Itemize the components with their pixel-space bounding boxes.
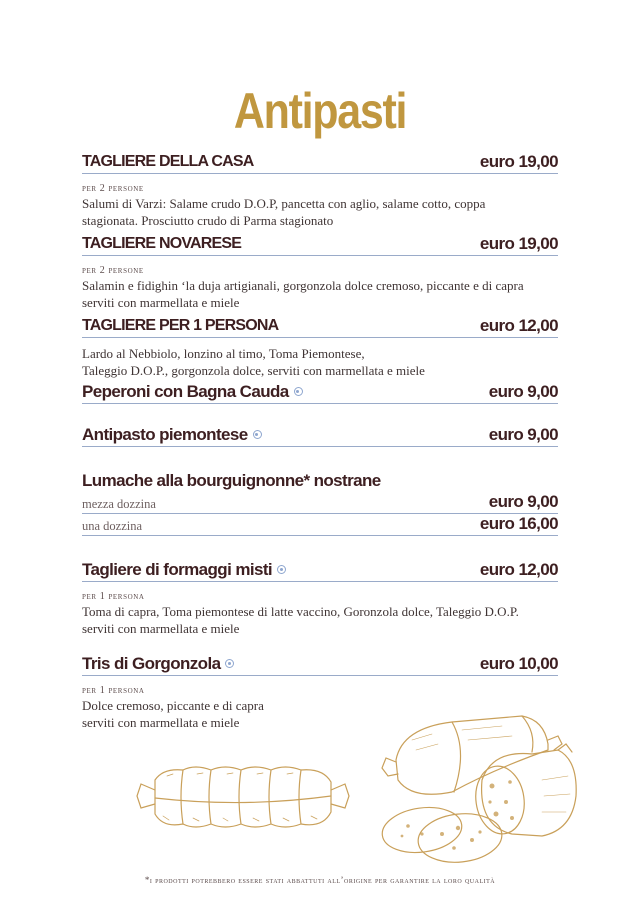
page-title: Antipasti — [233, 83, 407, 139]
item-header — [82, 234, 558, 256]
salami-illustration — [133, 760, 353, 835]
item-name: TAGLIERE PER 1 PERSONA — [82, 317, 279, 334]
item-description-line: Salumi di Varzi: Salame crudo D.O.P, pancetta con aglio, salame cotto, coppa — [82, 196, 486, 211]
item-name: TAGLIERE DELLA CASA — [82, 153, 254, 170]
item-description-line: Taleggio D.O.P., gorgonzola dolce, serviti con marmellata e miele — [82, 363, 425, 378]
item-header — [82, 316, 558, 338]
menu-item — [82, 234, 558, 311]
option-label: mezza dozzina — [82, 497, 156, 511]
item-serving: per 2 persone — [82, 265, 144, 276]
vegetarian-icon — [277, 565, 286, 574]
item-price: euro 12,00 — [479, 560, 558, 579]
option-price: euro 9,00 — [488, 492, 558, 511]
menu-item — [82, 470, 558, 536]
item-header — [82, 654, 558, 676]
item-description-line: stagionata. Prosciutto crudo di Parma stagionato — [82, 213, 334, 228]
item-description-line: serviti con marmellata e miele — [82, 621, 240, 636]
vegetarian-icon — [253, 430, 262, 439]
item-price: euro 9,00 — [488, 425, 558, 444]
item-option-row — [82, 514, 558, 536]
item-description-line: Lardo al Nebbiolo, lonzino al timo, Toma Piemontese, — [82, 346, 365, 361]
item-name: TAGLIERE NOVARESE — [82, 235, 242, 252]
item-header — [82, 560, 558, 582]
item-header — [82, 382, 558, 404]
sliced-salami-illustration — [372, 710, 587, 870]
item-description-line: serviti con marmellata e miele — [82, 295, 240, 310]
item-price: euro 10,00 — [479, 654, 558, 673]
item-serving: per 1 persona — [82, 685, 145, 696]
footnote: *i prodotti potrebbero essere stati abbattuti all’origine per garantire la loro qualità — [144, 875, 496, 885]
item-description-line: Toma di capra, Toma piemontese di latte vaccino, Goronzola dolce, Taleggio D.O.P. — [82, 604, 519, 619]
menu-item — [82, 560, 558, 637]
item-name: Tris di Gorgonzola — [82, 654, 221, 673]
item-description-line: Dolce cremoso, piccante e di capra — [82, 698, 264, 713]
item-price: euro 19,00 — [479, 234, 558, 253]
item-header — [82, 470, 558, 492]
item-name: Peperoni con Bagna Cauda — [82, 382, 289, 401]
item-header — [82, 152, 558, 174]
item-option-row — [82, 492, 558, 514]
item-description-line: Salamin e fidighin ‘la duja artigianali, gorgonzola dolce cremoso, piccante e di capra — [82, 278, 524, 293]
item-serving: per 2 persone — [82, 183, 144, 194]
item-description-line: serviti con marmellata e miele — [82, 715, 240, 730]
item-serving: per 1 persona — [82, 591, 145, 602]
item-name: Lumache alla bourguignonne* nostrane — [82, 471, 381, 490]
menu-item — [82, 425, 558, 447]
item-price: euro 19,00 — [479, 152, 558, 171]
option-label: una dozzina — [82, 519, 143, 533]
vegetarian-icon — [225, 659, 234, 668]
item-name: Antipasto piemontese — [82, 425, 248, 444]
option-price: euro 16,00 — [479, 514, 558, 533]
item-header — [82, 425, 558, 447]
item-price: euro 9,00 — [488, 382, 558, 401]
menu-item — [82, 152, 558, 229]
menu-item — [82, 382, 558, 404]
vegetarian-icon — [294, 387, 303, 396]
menu-item — [82, 316, 558, 379]
item-price: euro 12,00 — [479, 316, 558, 335]
item-name: Tagliere di formaggi misti — [82, 560, 273, 579]
